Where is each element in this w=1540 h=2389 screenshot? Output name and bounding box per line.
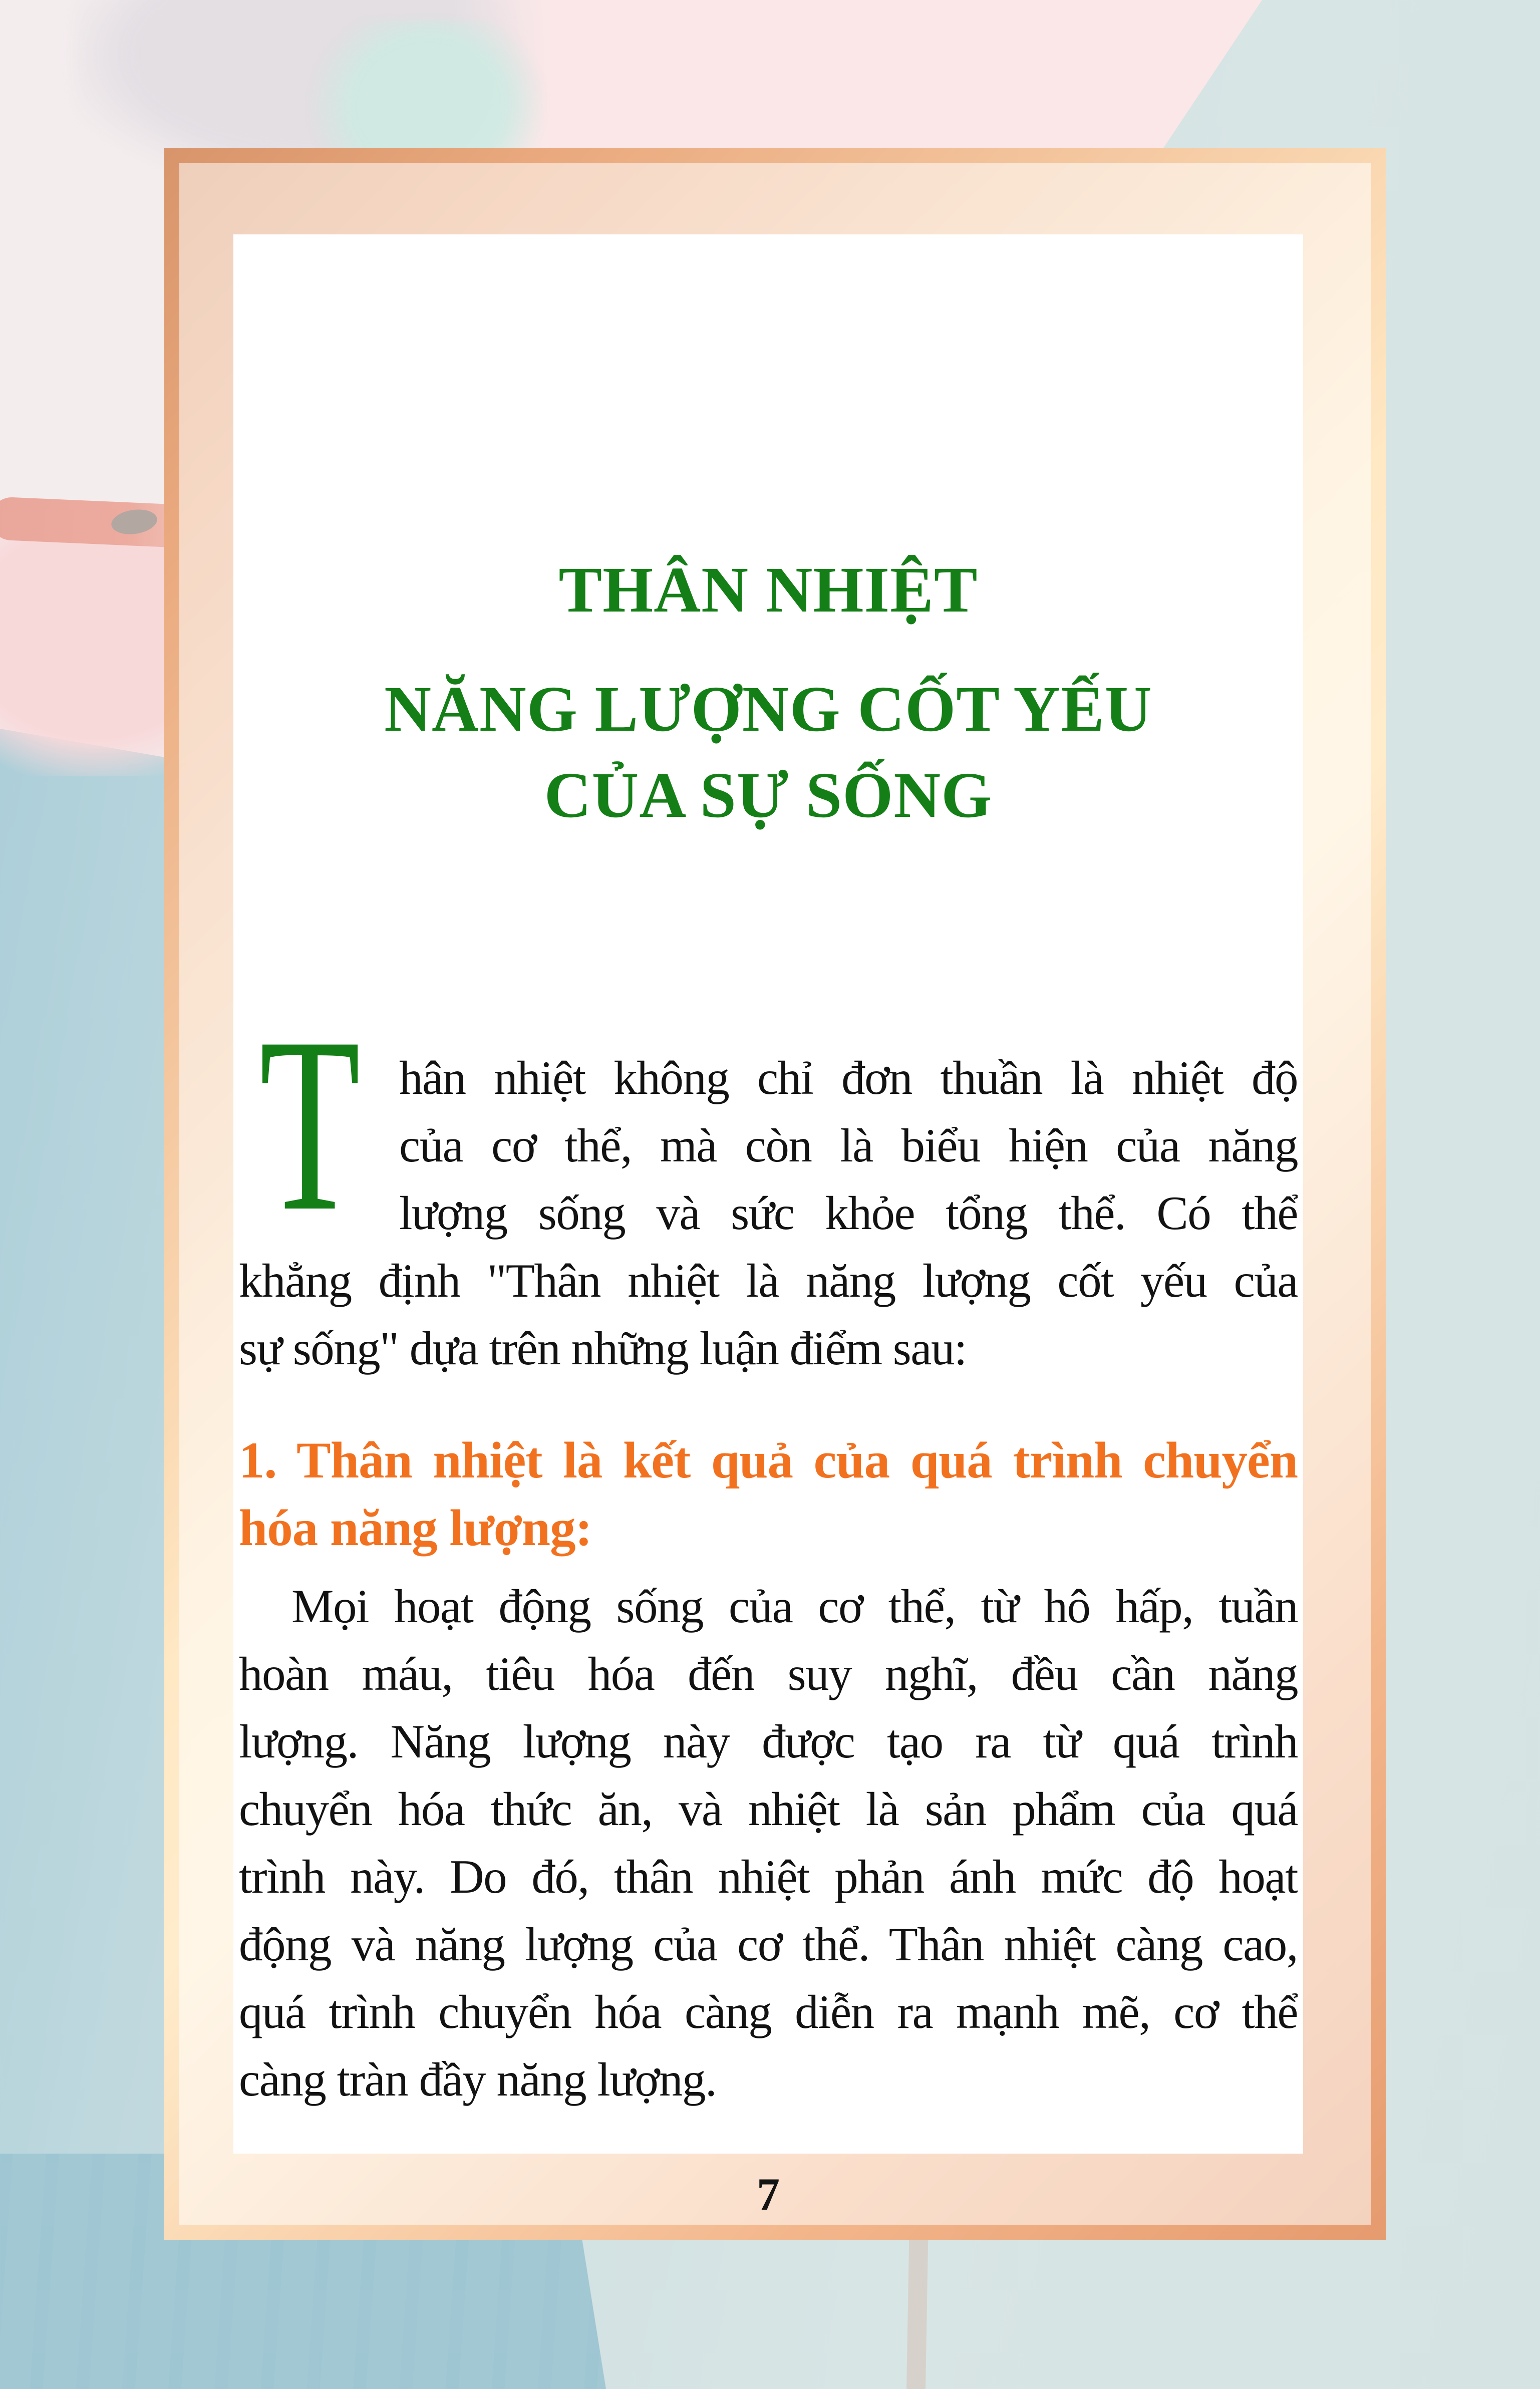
body-line: hoàn máu, tiêu hóa đến suy nghĩ, đều cần năng: [239, 1647, 1298, 1700]
page-mat: [179, 163, 1371, 2225]
section-heading-line: hóa năng lượng:: [239, 1500, 592, 1557]
body-line: sự sống" dựa trên những luận điểm sau:: [239, 1322, 967, 1375]
page-number: 7: [757, 2169, 780, 2220]
paragraph-1: [239, 1044, 1298, 1382]
page-subtitle-line: NĂNG LƯỢNG CỐT YẾU: [384, 673, 1152, 745]
drop-cap: T: [259, 986, 361, 1263]
page-subtitle-line: CỦA SỰ SỐNG: [544, 759, 993, 831]
watercolor-gray-streak: [906, 2219, 929, 2389]
body-line: động và năng lượng của cơ thể. Thân nhiệt càng cao,: [239, 1918, 1298, 1971]
body-line: trình này. Do đó, thân nhiệt phản ánh mức độ hoạt: [239, 1850, 1298, 1903]
body-line: của cơ thể, mà còn là biểu hiện của năng: [399, 1119, 1298, 1172]
body-line: càng tràn đầy năng lượng.: [239, 2053, 717, 2106]
section-heading: [239, 1427, 1298, 1562]
paragraph-2: [239, 1573, 1298, 2114]
section-heading-line: 1. Thân nhiệt là kết quả của quá trình chuyển: [239, 1432, 1298, 1489]
body-line: khẳng định "Thân nhiệt là năng lượng cốt yếu của: [239, 1254, 1298, 1307]
body-line: hân nhiệt không chỉ đơn thuần là nhiệt độ: [399, 1051, 1298, 1104]
body-line: quá trình chuyển hóa càng diễn ra mạnh mẽ, cơ thể: [239, 1985, 1298, 2038]
body-line: lượng sống và sức khỏe tổng thể. Có thể: [399, 1186, 1298, 1240]
page-frame-border: [164, 148, 1386, 2240]
page-content-area: [233, 234, 1303, 2154]
body-line: chuyển hóa thức ăn, và nhiệt là sản phẩm của quá: [239, 1782, 1298, 1836]
body-line: lượng. Năng lượng này được tạo ra từ quá trình: [239, 1715, 1298, 1768]
body-line: Mọi hoạt động sống của cơ thể, từ hô hấp, tuần: [291, 1580, 1298, 1633]
page-subtitle: [233, 666, 1303, 838]
page-title: THÂN NHIỆT: [558, 554, 978, 626]
